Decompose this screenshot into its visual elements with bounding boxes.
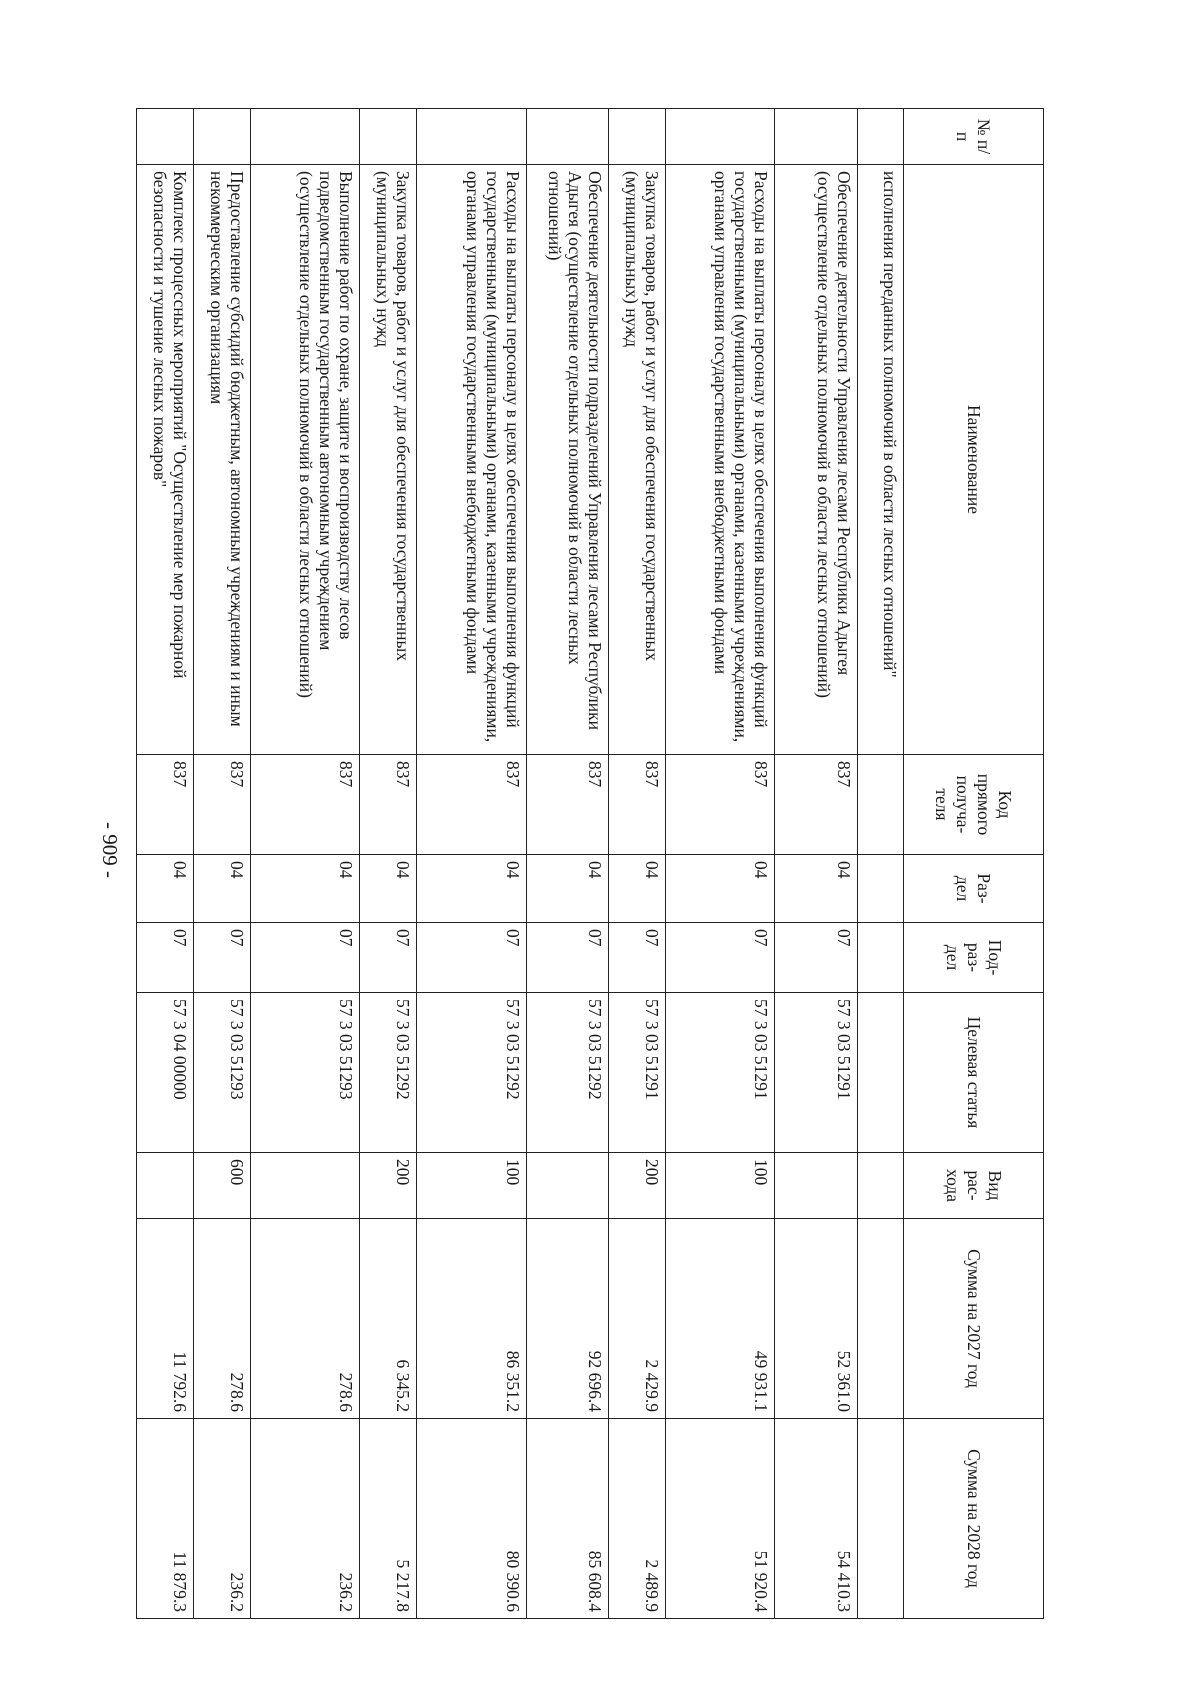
cell-code: 837	[609, 755, 666, 855]
cell-sum-2027: 86 351.2	[417, 1219, 527, 1419]
cell-article: 57 3 03 51291	[609, 993, 666, 1153]
header-sum-2028: Сумма на 2028 год	[904, 1419, 1044, 1619]
table-row	[417, 109, 527, 1619]
cell-num	[193, 109, 250, 165]
cell-subsection: 07	[775, 923, 857, 993]
cell-subsection: 07	[360, 923, 417, 993]
cell-expense: 200	[609, 1153, 666, 1219]
cell-article: 57 3 03 51292	[360, 993, 417, 1153]
table-row	[775, 109, 857, 1619]
cell-name: Комплекс процессных мероприятий "Осуществление мер пожарной безопасности и тушение лесных пожаров"	[137, 165, 194, 755]
cell-code: 837	[526, 755, 608, 855]
cell-sum-2028: 5 217.8	[360, 1419, 417, 1619]
cell-name: Расходы на выплаты персоналу в целях обеспечения выполнения функций государственными (муниципальными) органами, казенными учреждениями, органами управления государственными внебюджетными фондами	[665, 165, 775, 755]
cell-article: 57 3 03 51291	[665, 993, 775, 1153]
cell-sum-2027: 11 792.6	[137, 1219, 194, 1419]
cell-num	[857, 109, 903, 165]
cell-sum-2027: 2 429.9	[609, 1219, 666, 1419]
cell-subsection: 07	[137, 923, 194, 993]
table-row	[857, 109, 903, 1619]
header-recipient-code: Код прямого получа- теля	[904, 755, 1044, 855]
header-name: Наименование	[904, 165, 1044, 755]
cell-name: Закупка товаров, работ и услуг для обеспечения государственных (муниципальных) нужд	[360, 165, 417, 755]
table-row	[665, 109, 775, 1619]
cell-num	[775, 109, 857, 165]
cell-subsection: 07	[609, 923, 666, 993]
cell-num	[250, 109, 360, 165]
cell-section: 04	[526, 855, 608, 923]
cell-article: 57 3 03 51293	[250, 993, 360, 1153]
header-expense-type: Вид рас- хода	[904, 1153, 1044, 1219]
cell-subsection	[857, 923, 903, 993]
cell-expense: 200	[360, 1153, 417, 1219]
cell-sum-2027: 52 361.0	[775, 1219, 857, 1419]
cell-section: 04	[417, 855, 527, 923]
cell-sum-2028	[857, 1419, 903, 1619]
cell-article: 57 3 04 00000	[137, 993, 194, 1153]
cell-sum-2028: 80 390.6	[417, 1419, 527, 1619]
cell-expense	[250, 1153, 360, 1219]
cell-sum-2027: 49 931.1	[665, 1219, 775, 1419]
cell-sum-2028: 85 608.4	[526, 1419, 608, 1619]
budget-table-container	[136, 108, 1044, 1618]
cell-sum-2028: 51 920.4	[665, 1419, 775, 1619]
cell-sum-2027: 278.6	[193, 1219, 250, 1419]
cell-expense	[137, 1153, 194, 1219]
cell-sum-2028: 236.2	[193, 1419, 250, 1619]
cell-code: 837	[360, 755, 417, 855]
header-target-article: Целевая статья	[904, 993, 1044, 1153]
cell-num	[526, 109, 608, 165]
cell-section: 04	[775, 855, 857, 923]
cell-expense: 100	[665, 1153, 775, 1219]
cell-name: Выполнение работ по охране, защите и воспроизводству лесов подведомственным государственным автономным учреждением (осуществление отдельных полномочий в области лесных отношений)	[250, 165, 360, 755]
cell-subsection: 07	[250, 923, 360, 993]
cell-subsection: 07	[665, 923, 775, 993]
cell-name: Обеспечение деятельности Управления лесами Республики Адыгея (осуществление отдельных полномочий в области лесных отношений)	[775, 165, 857, 755]
cell-name: Предоставление субсидий бюджетным, автономным учреждениям и иным некоммерческим организациям	[193, 165, 250, 755]
table-row	[360, 109, 417, 1619]
cell-num	[609, 109, 666, 165]
table-row	[193, 109, 250, 1619]
cell-expense	[857, 1153, 903, 1219]
cell-section: 04	[665, 855, 775, 923]
cell-article: 57 3 03 51293	[193, 993, 250, 1153]
cell-num	[137, 109, 194, 165]
cell-code: 837	[250, 755, 360, 855]
cell-section: 04	[137, 855, 194, 923]
cell-article: 57 3 03 51292	[526, 993, 608, 1153]
table-header-row	[904, 109, 1044, 1619]
cell-code: 837	[665, 755, 775, 855]
cell-sum-2027	[857, 1219, 903, 1419]
cell-article: 57 3 03 51291	[775, 993, 857, 1153]
cell-section: 04	[609, 855, 666, 923]
cell-num	[417, 109, 527, 165]
cell-sum-2028: 2 489.9	[609, 1419, 666, 1619]
cell-section: 04	[360, 855, 417, 923]
cell-name: Обеспечение деятельности подразделений Управления лесами Республики Адыгея (осуществление отдельных полномочий в области лесных отношений)	[526, 165, 608, 755]
cell-name: исполнения переданных полномочий в области лесных отношений"	[857, 165, 903, 755]
cell-code: 837	[137, 755, 194, 855]
cell-sum-2027: 278.6	[250, 1219, 360, 1419]
header-subsection: Под- раз- дел	[904, 923, 1044, 993]
cell-subsection: 07	[193, 923, 250, 993]
table-row	[526, 109, 608, 1619]
cell-section	[857, 855, 903, 923]
cell-sum-2028: 11 879.3	[137, 1419, 194, 1619]
cell-sum-2028: 54 410.3	[775, 1419, 857, 1619]
cell-code: 837	[417, 755, 527, 855]
cell-sum-2028: 236.2	[250, 1419, 360, 1619]
cell-code	[857, 755, 903, 855]
cell-expense	[775, 1153, 857, 1219]
budget-table	[136, 108, 1044, 1619]
header-sum-2027: Сумма на 2027 год	[904, 1219, 1044, 1419]
cell-num	[360, 109, 417, 165]
header-section: Раз- дел	[904, 855, 1044, 923]
cell-expense: 100	[417, 1153, 527, 1219]
cell-name: Расходы на выплаты персоналу в целях обеспечения выполнения функций государственными (муниципальными) органами, казенными учреждениями, органами управления государственными внебюджетными фондами	[417, 165, 527, 755]
cell-subsection: 07	[417, 923, 527, 993]
header-num: № п/п	[904, 109, 1044, 165]
cell-code: 837	[193, 755, 250, 855]
cell-expense: 600	[193, 1153, 250, 1219]
cell-code: 837	[775, 755, 857, 855]
cell-num	[665, 109, 775, 165]
cell-section: 04	[193, 855, 250, 923]
cell-sum-2027: 6 345.2	[360, 1219, 417, 1419]
cell-expense	[526, 1153, 608, 1219]
page-number: - 909 -	[98, 822, 122, 878]
table-row	[137, 109, 194, 1619]
cell-article	[857, 993, 903, 1153]
cell-subsection: 07	[526, 923, 608, 993]
cell-article: 57 3 03 51292	[417, 993, 527, 1153]
cell-name: Закупка товаров, работ и услуг для обеспечения государственных (муниципальных) нужд	[609, 165, 666, 755]
table-row	[250, 109, 360, 1619]
cell-section: 04	[250, 855, 360, 923]
cell-sum-2027: 92 696.4	[526, 1219, 608, 1419]
table-row	[609, 109, 666, 1619]
